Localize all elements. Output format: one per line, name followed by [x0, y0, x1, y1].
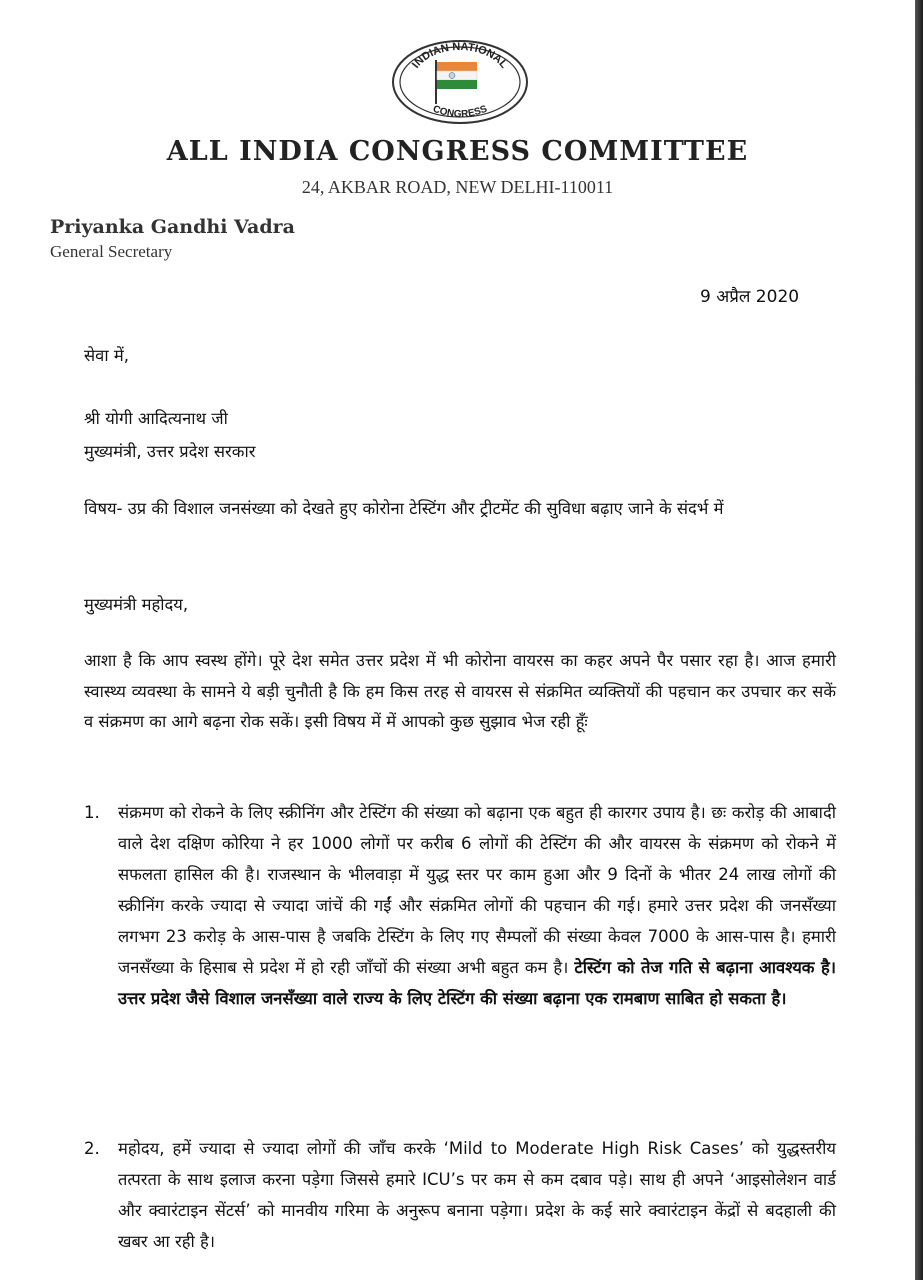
letter-subject: विषय- उप्र की विशाल जनसंख्या को देखते हुए कोरोना टेस्टिंग और ट्रीटमेंट की सुविधा बढ़ाए जाने के संदर्भ में: [84, 499, 724, 518]
list-item-number: 1.: [84, 803, 100, 822]
greeting: मुख्यमंत्री महोदय,: [84, 595, 189, 614]
recipient-name: श्री योगी आदित्यनाथ जी: [84, 409, 228, 428]
flag-green-band: [437, 80, 477, 89]
sender-name: Priyanka Gandhi Vadra: [50, 216, 295, 238]
point-text: महोदय, हमें ज्यादा से ज्यादा लोगों की जाँच करके ‘Mild to Moderate High Risk Cases’ को युद्धस्तरीय तत्परता के साथ इलाज करना पड़ेगा जिससे हमारे ICU’s पर कम से कम दबाव पड़े। साथ ही अपने ‘आइसोलेशन वार्ड और क्वारंटाइन सेंटर्स’ को मानवीय गरिमा के अनुरूप बनाना पड़ेगा। प्रदेश के कई सारे क्वारंटाइन केंद्रों से बदहाली की खबर आ रही है।: [118, 1139, 836, 1251]
intro-paragraph: आशा है कि आप स्वस्थ होंगे। पूरे देश समेत उत्तर प्रदेश में भी कोरोना वायरस का कहर अपने पैर पसार रहा है। आज हमारी स्वास्थ्य व्यवस्था के सामने ये बड़ी चुनौती है कि हम किस तरह से वायरस से संक्रमित व्यक्तियों की पहचान कर उपचार कर सकें व संक्रमण का आगे बढ़ना रोक सकें। इसी विषय में में आपको कुछ सुझाव भेज रही हूँः: [84, 651, 836, 731]
page-edge-shadow: [915, 0, 923, 1280]
svg-text:CONGRESS: [431, 104, 489, 121]
list-item-number: 2.: [84, 1139, 100, 1158]
point-bold-text: टेस्टिंग को तेज गति से बढ़ाना आवश्यक है। उत्तर प्रदेश जैसे विशाल जनसँख्या वाले राज्य के लिए टेस्टिंग की संख्या बढ़ाना एक रामबाण साबित हो सकता है।: [118, 958, 836, 1008]
salutation-to: सेवा में,: [84, 346, 129, 365]
letter-date: 9 अप्रैल 2020: [700, 287, 800, 307]
sender-title: General Secretary: [50, 242, 173, 261]
congress-logo: [390, 38, 530, 126]
organization-name: ALL INDIA CONGRESS COMMITTEE: [166, 136, 749, 167]
flag-saffron-band: [437, 62, 477, 71]
organization-address: 24, AKBAR ROAD, NEW DELHI-110011: [301, 177, 614, 197]
logo-text-bottom: CONGRESS: [431, 103, 489, 121]
logo-text-top: INDIAN NATIONAL: [409, 40, 510, 71]
recipient-designation: मुख्यमंत्री, उत्तर प्रदेश सरकार: [84, 442, 256, 461]
list-item-text: [118, 1133, 836, 1257]
list-item-text: [118, 797, 836, 1014]
point-text: संक्रमण को रोकने के लिए स्क्रीनिंग और टेस्टिंग की संख्या को बढ़ाना एक बहुत ही कारगर उपाय है। छः करोड़ की आबादी वाले देश दक्षिण कोरिया ने हर 1000 लोगों पर करीब 6 लोगों की टेस्टिंग की और वायरस के संक्रमण को रोकने में सफलता हासिल की है। राजस्थान के भीलवाड़ा में युद्ध स्तर पर काम हुआ और 9 दिनों के भीतर 24 लाख लोगों की स्क्रीनिंग करके ज्यादा से ज्यादा जांचें की गईं और संक्रमित लोगों की पहचान की गई। हमारे उत्तर प्रदेश की जनसँख्या लगभग 23 करोड़ के आस-पास है जबकि टेस्टिंग के लिए गए सैम्पलों की संख्या केवल 7000 के आस-पास है। हमारी जनसँख्या के हिसाब से प्रदेश में हो रही जाँचों की संख्या अभी बहुत कम है।: [118, 803, 836, 977]
